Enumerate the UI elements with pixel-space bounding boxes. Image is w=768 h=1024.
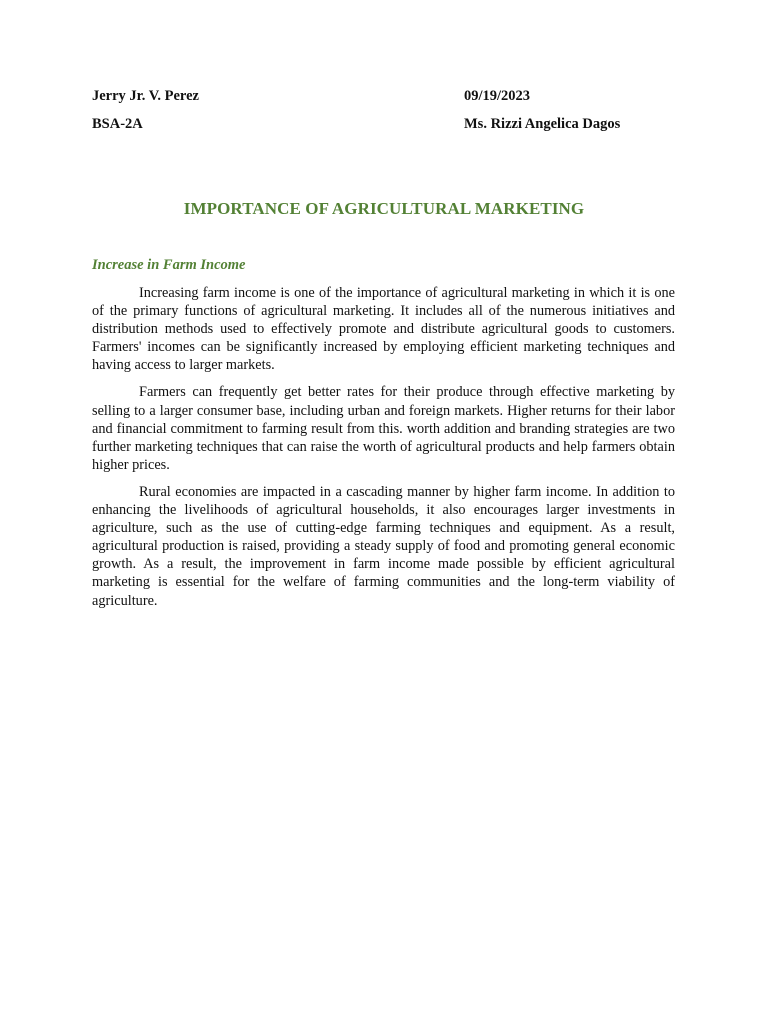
paragraph-3: Rural economies are impacted in a cascading manner by higher farm income. In addition to enhancing the livelihoods of agricultural households, it also encourages larger investments in agriculture, such as the use of cutting-edge farming techniques and equipment. As a result, agricultural production is raised, providing a steady supply of food and promoting general economic growth. As a result, the improvement in farm income made possible by efficient agricultural marketing is essential for the welfare of farming communities and the long-term viability of agriculture. bbox=[92, 483, 675, 609]
instructor-name: Ms. Rizzi Angelica Dagos bbox=[464, 116, 621, 132]
section-heading: Increase in Farm Income bbox=[92, 257, 246, 273]
document-title: IMPORTANCE OF AGRICULTURAL MARKETING bbox=[183, 199, 585, 218]
author-name: Jerry Jr. V. Perez bbox=[92, 88, 199, 104]
content-section bbox=[92, 256, 675, 619]
document-header bbox=[92, 86, 682, 142]
header-row-1 bbox=[92, 86, 682, 114]
paragraph-2: Farmers can frequently get better rates for their produce through effective marketing by selling to a larger consumer base, including urban and foreign markets. Higher returns for their labor and financial commitment to farming result from this. worth addition and branding strategies are two further marketing techniques that can raise the worth of agricultural products and help farmers obtain higher prices. bbox=[92, 384, 675, 473]
paragraph-1: Increasing farm income is one of the importance of agricultural marketing in which it is one of the primary functions of agricultural marketing. It includes all of the numerous initiatives and distribution methods used to effectively promote and distribute agricultural goods to customers. Farmers' incomes can be significantly increased by employing efficient marketing techniques and having access to larger markets. bbox=[92, 285, 675, 374]
class-section: BSA-2A bbox=[92, 116, 143, 132]
header-row-2 bbox=[92, 114, 682, 142]
submission-date: 09/19/2023 bbox=[464, 88, 531, 104]
